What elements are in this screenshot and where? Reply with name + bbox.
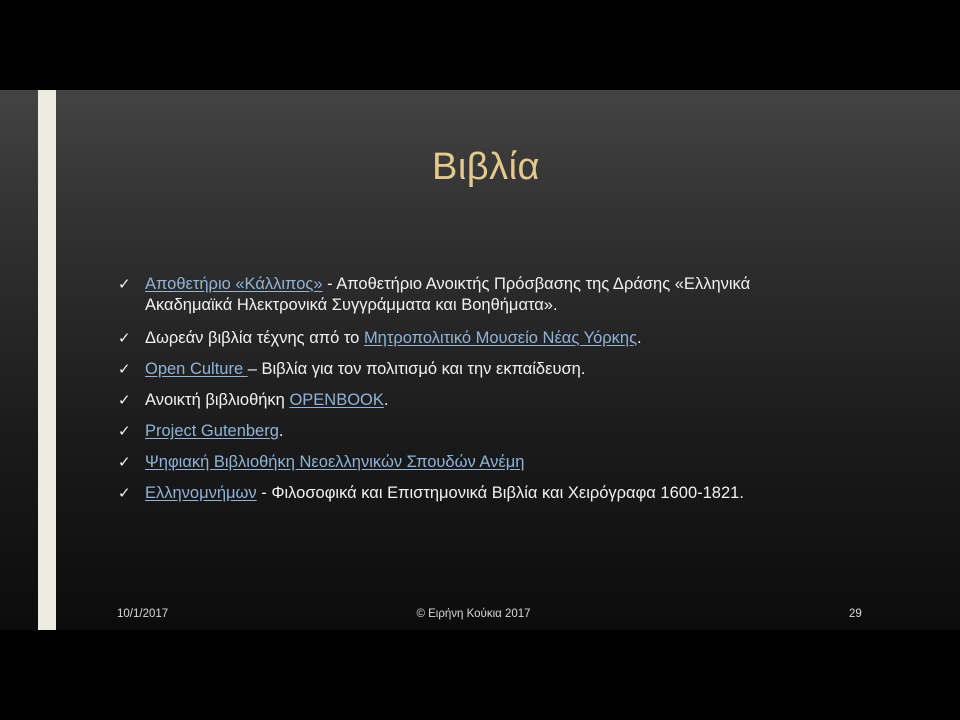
bullet-text: - Φιλοσοφικά και Επιστημονικά Βιβλία και Χειρόγραφα 1600-1821. [256, 484, 744, 502]
checkmark-icon: ✓ [118, 329, 131, 347]
link-anemi-library[interactable]: Ψηφιακή Βιβλιοθήκη Νεοελληνικών Σπουδών Ανέμη [145, 453, 525, 471]
checkmark-icon: ✓ [118, 453, 131, 471]
bullet-item-ellinomnimon [118, 483, 838, 504]
bullet-text: . [383, 391, 389, 409]
slide-title: Βιβλία [431, 146, 541, 188]
footer-copyright: © Ειρήνη Κούκια 2017 [416, 608, 531, 620]
footer-date: 10/1/2017 [117, 608, 169, 620]
bullet-text: - Αποθετήριο Ανοικτής Πρόσβασης της Δράσης «Ελληνικά Ακαδημαϊκά Ηλεκτρονικά Συγγράμματα και Βοηθήματα». [145, 275, 751, 314]
checkmark-icon: ✓ [118, 275, 131, 293]
checkmark-icon: ✓ [118, 422, 131, 440]
link-openbook[interactable]: OPENBOOK [289, 391, 384, 409]
link-open-culture[interactable]: Open Culture [145, 360, 248, 378]
bullet-text: . [278, 422, 284, 440]
checkmark-icon: ✓ [118, 360, 131, 378]
bullet-list [118, 274, 838, 514]
bullet-text-before: Ανοικτή βιβλιοθήκη [145, 391, 290, 409]
bullet-text: . [637, 329, 642, 347]
bullet-item-open-culture [118, 359, 838, 380]
link-ellinomnimon[interactable]: Ελληνομνήμων [145, 484, 257, 502]
bullet-item-kallipos [118, 274, 838, 316]
bullet-item-openbook [118, 390, 838, 411]
slide-number: 29 [849, 608, 862, 620]
checkmark-icon: ✓ [118, 391, 131, 409]
link-project-gutenberg[interactable]: Project Gutenberg [145, 422, 279, 440]
bullet-item-anemi [118, 452, 838, 473]
bullet-text-before: Δωρεάν βιβλία τέχνης από το [145, 329, 364, 347]
bullet-item-gutenberg [118, 421, 838, 442]
link-kallipos[interactable]: Αποθετήριο «Κάλλιπος» [145, 275, 323, 293]
link-met-museum[interactable]: Μητροπολιτικό Μουσείο Νέας Υόρκης [363, 329, 638, 347]
presentation-slide [0, 90, 960, 630]
checkmark-icon: ✓ [118, 484, 131, 502]
bullet-item-met-museum [118, 328, 838, 349]
bullet-text: – Βιβλία για τον πολιτισμό και την εκπαίδευση. [247, 360, 586, 378]
